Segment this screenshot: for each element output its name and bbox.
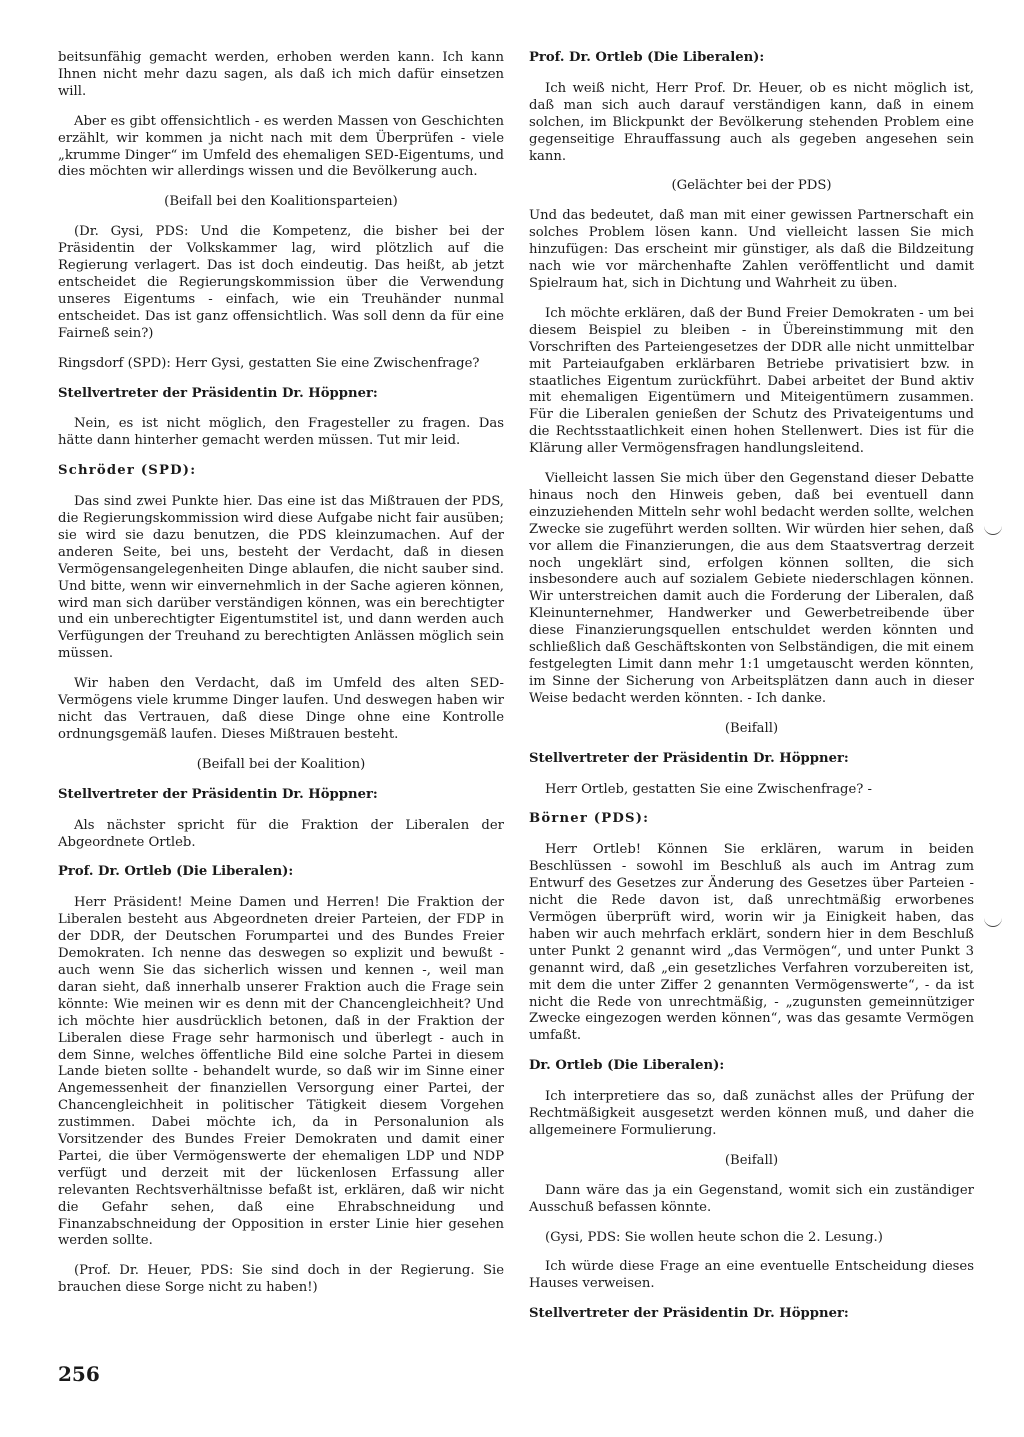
speaker-heading: Dr. Ortleb (Die Liberalen): xyxy=(529,1058,725,1074)
speaker-heading: Stellvertreter der Präsidentin Dr. Höppner: xyxy=(529,1306,849,1322)
margin-mark xyxy=(984,918,1002,927)
paragraph: Ich würde diese Frage an eine eventuelle Entscheidung dieses Hauses verweisen. xyxy=(529,1259,974,1292)
paragraph: Das sind zwei Punkte hier. Das eine ist das Mißtrauen der PDS, die Regierungskommission wird diese Aufgabe nicht fair ausüben; sie wird sie dazu benutzen, die PDS kleinzumachen. Auf der anderen Seite, bei uns, besteht der Verdacht, daß in diesen Vermögensangelegenheiten Dinge ablaufen, die nicht sauber sind. Und bitte, wenn wir einvernehmlich in der Sache agieren können, wird man sich darüber verständigen können, was ein berechtigter und ein unberechtigter Eigentumstitel ist, und dann werden auch Verfügungen der Treuhand zu berechtigten Anlässen möglich sein müssen. xyxy=(58,494,504,662)
paragraph: Ich möchte erklären, daß der Bund Freier Demokraten - um bei diesem Beispiel zu bleiben - in Übereinstimmung mit den Vorschriften des Parteiengesetzes der DDR alle nicht unmittelbar mit Parteiaufgaben erklärbaren Betriebe privatisiert bzw. in staatliches Eigentum zurückführt. Dabei arbeitet der Bund aktiv mit ehemaligen Eigentümern und Miteigentümern zusammen. Für die Liberalen genießen der Schutz des Privateigentums und die Rechtsstaatlichkeit einen hohen Stellenwert. Dies ist für die Klärung aller Vermögensfragen handlungsleitend. xyxy=(529,305,974,457)
speaker-heading: Stellvertreter der Präsidentin Dr. Höppner: xyxy=(58,385,378,401)
stage-direction: (Beifall) xyxy=(724,1152,779,1168)
stage-direction: (Gelächter bei der PDS) xyxy=(671,178,832,194)
stage-direction: (Beifall bei den Koalitionsparteien) xyxy=(164,194,398,210)
paragraph: Wir haben den Verdacht, daß im Umfeld des alten SED-Vermögens viele krumme Dinger laufen. Und deswegen haben wir nicht das Vertrauen, daß diese Dinge ohne eine Kontrolle ordnungsgemäß laufen. Dieses Mißtrauen besteht. xyxy=(58,676,504,742)
paragraph: Ich interpretiere das so, daß zunächst alles der Prüfung der Rechtmäßigkeit ausgesetzt werden können muß, und daher die allgemeinere Formulierung. xyxy=(529,1089,974,1138)
interjection: (Prof. Dr. Heuer, PDS: Sie sind doch in der Regierung. Sie brauchen diese Sorge nicht zu haben!) xyxy=(58,1263,504,1296)
paragraph: Herr Präsident! Meine Damen und Herren! Die Fraktion der Liberalen besteht aus Abgeordneten dreier Parteien, der FDP in der DDR, der Deutschen Forumpartei und des Bundes Freier Demokraten. Ich nenne das deswegen so explizit und bewußt - auch wenn Sie das sicherlich wissen und kennen -, weil man daran sieht, daß innerhalb unserer Fraktion auch die Frage sein könnte: Wie meinen wir es denn mit der Chancengleichheit? Und ich möchte hier ausdrücklich betonen, daß in der Fraktion der Liberalen diese Frage sehr harmonisch und überlegt - auch in dem Sinne, welches öffentliche Bild eine solche Partei in diesem Lande bieten sollte - behandelt wurde, so daß wir im Sinne einer Angemessenheit der finanziellen Versorgung einer Partei, der Chancengleichheit in politischer Tätigkeit diesem Vorgehen zustimmen. Dabei möchte ich, da in Personalunion als Vorsitzender des Bundes Freier Demokraten und damit einer Partei, die über Vermögenswerte der ehemaligen LDP und NDP verfügt und derzeit mit der lückenlosen Erfassung aller relevanten Rechtsverhältnisse befaßt ist, erklären, daß wir nicht die Gefahr sehen, daß eine Ehrabschneidung und Finanzabschneidung der Opposition in erster Linie hier gesehen werden sollte. xyxy=(58,895,504,1249)
speaker-heading: Schröder (SPD): xyxy=(58,463,197,479)
paragraph: Und das bedeutet, daß man mit einer gewissen Partnerschaft ein solches Problem lösen kann. Und vielleicht lassen Sie mich hinzufügen: Das erscheint mir günstiger, als daß die Bildzeitung nach wie vor märchenhafte Zahlen veröffentlicht und damit Spielraum hat, sich in Dichtung und Wahrheit zu üben. xyxy=(529,208,974,291)
right-column xyxy=(529,50,974,1337)
paragraph: Ich weiß nicht, Herr Prof. Dr. Heuer, ob es nicht möglich ist, daß man sich auch darauf verständigen kann, daß in einem solchen, im Blickpunkt der Bevölkerung stehenden Problem eine gegenseitige Ehrauffassung auch als gegeben angesehen sein kann. xyxy=(529,80,974,164)
interjection: (Dr. Gysi, PDS: Und die Kompetenz, die bisher bei der Präsidentin der Volkskammer lag, wird plötzlich auf die Regierung verlagert. Das ist doch eindeutig. Das heißt, ab jetzt entscheidet die Regierungskommission über die Verwendung unseres Eigentums - einfach, wie ein Treuhänder nunmal entscheidet. Das ist ganz offensichtlich. Was soll denn da für eine Fairneß sein?) xyxy=(58,224,504,341)
paragraph: Ringsdorf (SPD): Herr Gysi, gestatten Sie eine Zwischenfrage? xyxy=(58,355,480,371)
speaker-heading: Börner (PDS): xyxy=(529,811,650,827)
speaker-heading: Prof. Dr. Ortleb (Die Liberalen): xyxy=(529,50,765,65)
paragraph: Herr Ortleb, gestatten Sie eine Zwischenfrage? - xyxy=(545,781,873,797)
speaker-heading: Stellvertreter der Präsidentin Dr. Höppner: xyxy=(58,786,378,802)
paragraph: Aber es gibt offensichtlich - es werden Massen von Geschichten erzählt, wir kommen ja nicht nach mit dem Überprüfen - viele „krumme Dinger“ im Umfeld des ehemaligen SED-Eigentums, und dies möchten wir allerdings wissen und die Bevölkerung auch. xyxy=(58,113,504,180)
stage-direction: (Beifall bei der Koalition) xyxy=(196,756,366,772)
margin-mark xyxy=(984,526,1002,535)
speaker-heading: Stellvertreter der Präsidentin Dr. Höppner: xyxy=(529,750,849,766)
interjection: (Gysi, PDS: Sie wollen heute schon die 2. Lesung.) xyxy=(545,1229,883,1245)
page-number: 256 xyxy=(58,1362,100,1386)
left-column xyxy=(58,50,504,1310)
paragraph: Herr Ortleb! Können Sie erklären, warum in beiden Beschlüssen - sowohl im Beschluß als auch im Antrag zum Entwurf des Gesetzes zur Änderung des Gesetzes über Parteien - nicht die Rede davon ist, daß unrechtmäßig erworbenes Vermögen überprüft wird, worin wir ja Einigkeit haben, das haben wir auch mehrfach erklärt, sondern hier in dem Beschluß unter Punkt 2 genannt wird „das Vermögen“, und unter Punkt 3 genannt wird, daß „ein gesetzliches Verfahren vorzubereiten ist, mit dem die unter Ziffer 2 genannten Vermögenswerte“, - da ist nicht die Rede von unrechtmäßig, - „zugunsten gemeinnütziger Zwecke eingezogen werden können“, was das gesamte Vermögen umfaßt. xyxy=(529,842,974,1044)
stage-direction: (Beifall) xyxy=(724,720,779,736)
paragraph: Als nächster spricht für die Fraktion der Liberalen der Abgeordnete Ortleb. xyxy=(58,817,504,850)
paragraph: Nein, es ist nicht möglich, den Fragesteller zu fragen. Das hätte dann hinterher gemacht werden müssen. Tut mir leid. xyxy=(58,416,504,449)
paragraph: Vielleicht lassen Sie mich über den Gegenstand dieser Debatte hinaus noch den Hinweis geben, daß bei eventuell dann einzuziehenden Mitteln sehr wohl bedacht werden sollte, welchen Zwecke sie zugeführt werden sollten. Wir würden hier sehen, daß vor allem die Finanzierungen, die aus dem Staatsvertrag derzeit noch ungeklärt sind, erfolgen können sollten, die sich insbesondere auch auf sozialem Gebiete niederschlagen können. Wir unterstreichen damit auch die Forderung der Liberalen, daß Kleinunternehmer, Handwerker und Gewerbetreibende über diese Finanzierungsquellen entschuldet werden könnten und schließlich daß Geschäftskonten von Selbständigen, die mit einem festgelegten Limit dann mehr 1:1 umgetauscht werden könnten, im Sinne der Sicherung von Arbeitsplätzen dann auch in dieser Weise bedacht werden könnten. - Ich danke. xyxy=(529,471,974,706)
paragraph: beitsunfähig gemacht werden, erhoben werden kann. Ich kann Ihnen nicht mehr dazu sagen, als daß ich mich dafür einsetzen will. xyxy=(58,50,504,99)
paragraph: Dann wäre das ja ein Gegenstand, womit sich ein zuständiger Ausschuß befassen könnte. xyxy=(529,1182,974,1215)
speaker-heading: Prof. Dr. Ortleb (Die Liberalen): xyxy=(58,864,294,880)
